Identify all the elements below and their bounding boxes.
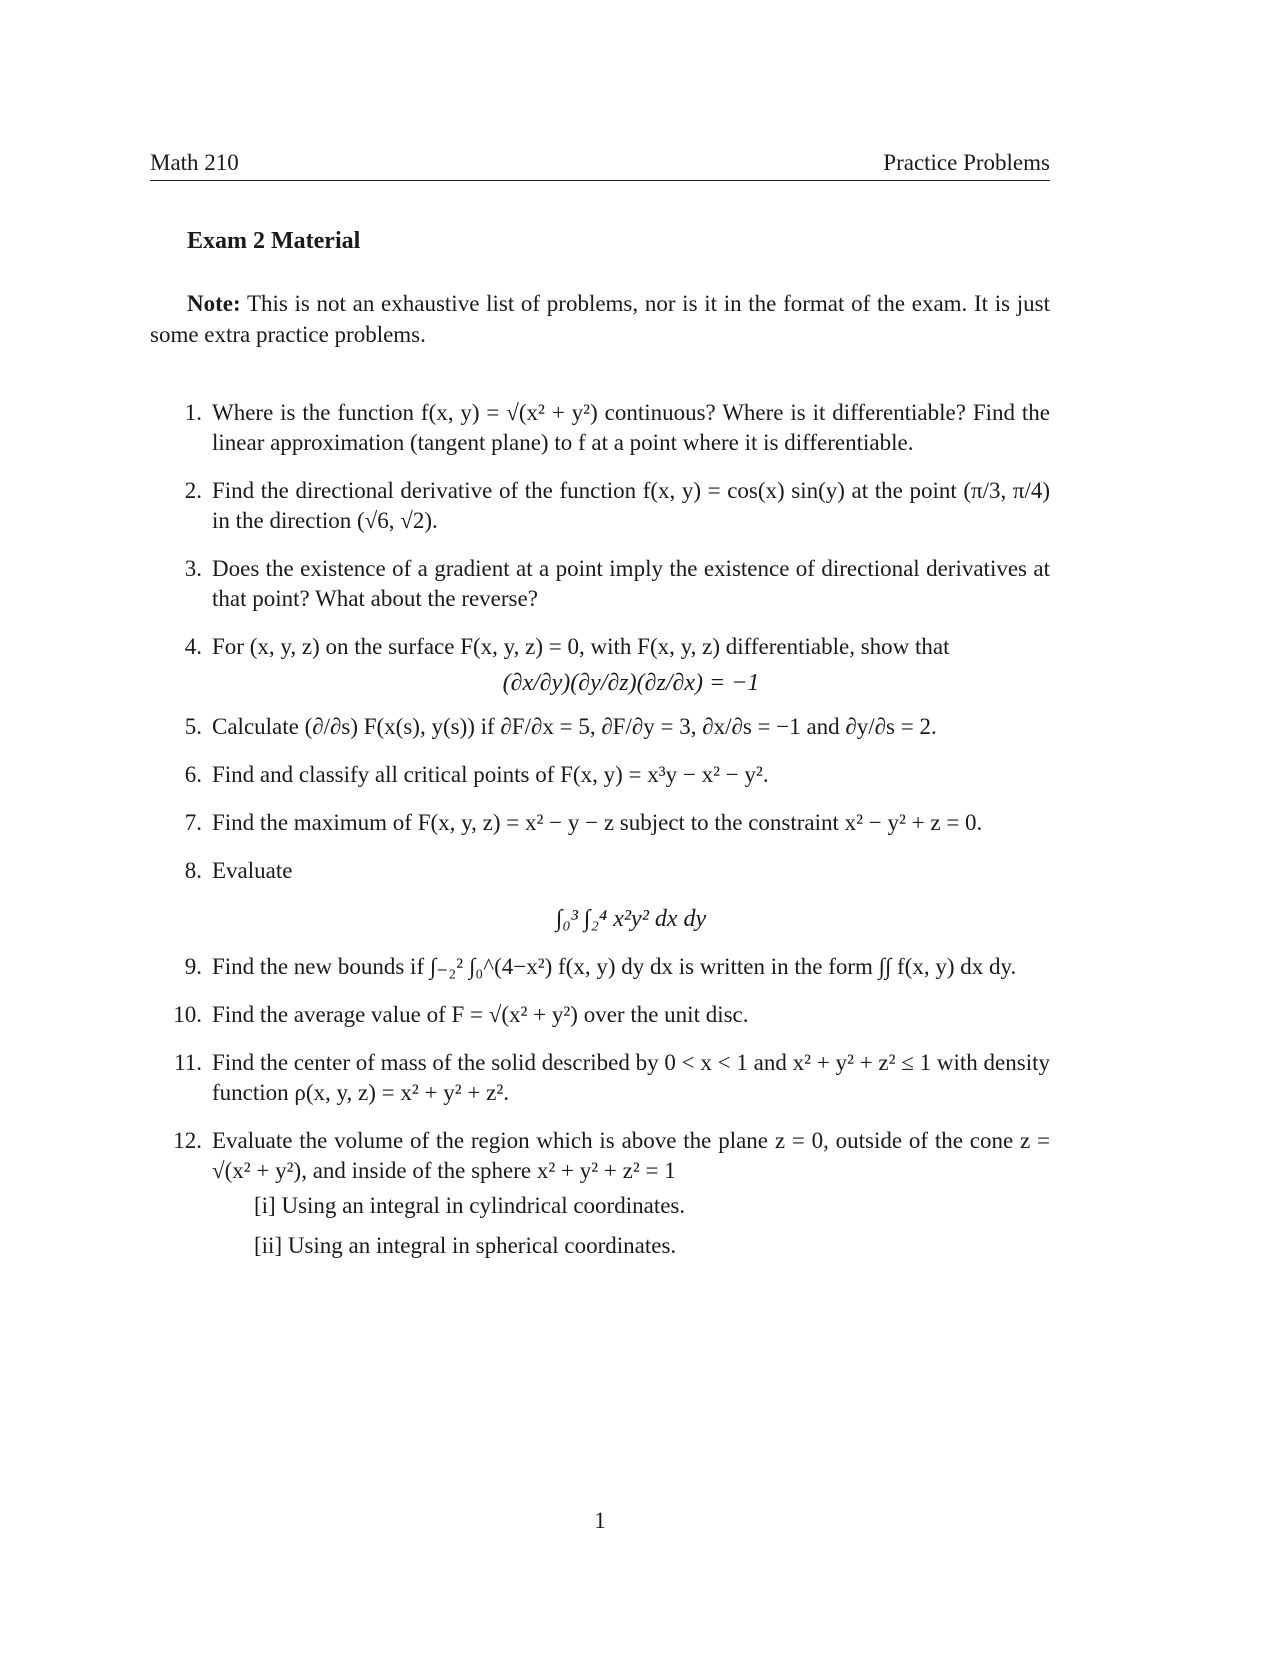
display-integral: ∫₀³ ∫₂⁴ x²y² dx dy	[555, 906, 707, 932]
problem-text: Find the new bounds if ∫₋₂² ∫₀^(4−x²) f(x, y) dy dx is written in the form ∫∫ f(x, y) dx dy.	[212, 954, 1017, 979]
problem-number: 11.	[174, 1050, 202, 1075]
problem-text: Evaluate	[212, 858, 293, 883]
problem-text: Find and classify all critical points of F(x, y) = x³y − x² − y².	[212, 762, 769, 787]
sub-item-cylindrical: [i] Using an integral in cylindrical coordinates.	[254, 1193, 686, 1218]
problem-text: Evaluate the volume of the region which is above the plane z = 0, outside of the cone z = √(x² + y²), and inside of the sphere x² + y² + z² = 1	[212, 1128, 1050, 1183]
note-label: Note:	[187, 291, 241, 316]
problem-text: Find the directional derivative of the function f(x, y) = cos(x) sin(y) at the point (π/3, π/4) in the direction (√6, √2).	[212, 478, 1050, 533]
problem-number: 3.	[184, 556, 202, 581]
problem-11	[150, 1048, 1050, 1108]
note-text: This is not an exhaustive list of problems, nor is it in the format of the exam. It is just some extra practice problems.	[150, 291, 1051, 347]
problem-number: 12.	[173, 1128, 202, 1153]
problem-number: 7.	[184, 810, 202, 835]
page-number: 1	[594, 1508, 606, 1533]
problem-number: 4.	[184, 634, 202, 659]
problem-number: 5.	[184, 714, 202, 739]
problem-4	[150, 632, 1050, 698]
problem-2	[150, 476, 1050, 536]
problem-text: Calculate (∂/∂s) F(x(s), y(s)) if ∂F/∂x = 5, ∂F/∂y = 3, ∂x/∂s = −1 and ∂y/∂s = 2.	[212, 714, 937, 739]
problem-text: Where is the function f(x, y) = √(x² + y²) continuous? Where is it differentiable? Find the linear approximation (tangent plane) to f at a point where it is differentiable.	[212, 400, 1050, 455]
problem-number: 2.	[184, 478, 202, 503]
section-title: Exam 2 Material	[187, 228, 361, 254]
problem-text: Does the existence of a gradient at a point imply the existence of directional derivatives at that point? What about the reverse?	[212, 556, 1050, 611]
problem-number: 9.	[184, 954, 202, 979]
problem-text: Find the center of mass of the solid described by 0 < x < 1 and x² + y² + z² ≤ 1 with density function ρ(x, y, z) = x² + y² + z².	[212, 1050, 1050, 1105]
problem-text: Find the average value of F = √(x² + y²) over the unit disc.	[212, 1002, 749, 1027]
problem-8	[150, 856, 1050, 934]
problem-7	[150, 808, 1050, 838]
problem-number: 8.	[184, 858, 202, 883]
note-paragraph	[150, 288, 1050, 350]
problem-1	[150, 398, 1050, 458]
problem-10	[150, 1000, 1050, 1030]
problem-text: Find the maximum of F(x, y, z) = x² − y − z subject to the constraint x² − y² + z = 0.	[212, 810, 983, 835]
problem-number: 6.	[184, 762, 202, 787]
problem-number: 1.	[184, 400, 202, 425]
document-type: Practice Problems	[883, 150, 1050, 175]
sub-item-spherical: [ii] Using an integral in spherical coordinates.	[254, 1233, 677, 1258]
page-header	[150, 146, 1050, 181]
problem-6	[150, 760, 1050, 790]
course-name: Math 210	[150, 150, 239, 175]
problem-5	[150, 712, 1050, 742]
problem-3	[150, 554, 1050, 614]
problem-list	[150, 398, 1050, 1266]
display-equation: (∂x/∂y)(∂y/∂z)(∂z/∂x) = −1	[502, 670, 760, 696]
problem-9	[150, 952, 1050, 982]
problem-text: For (x, y, z) on the surface F(x, y, z) = 0, with F(x, y, z) differentiable, show that	[212, 634, 950, 659]
problem-12	[150, 1126, 1050, 1266]
problem-number: 10.	[173, 1002, 202, 1027]
